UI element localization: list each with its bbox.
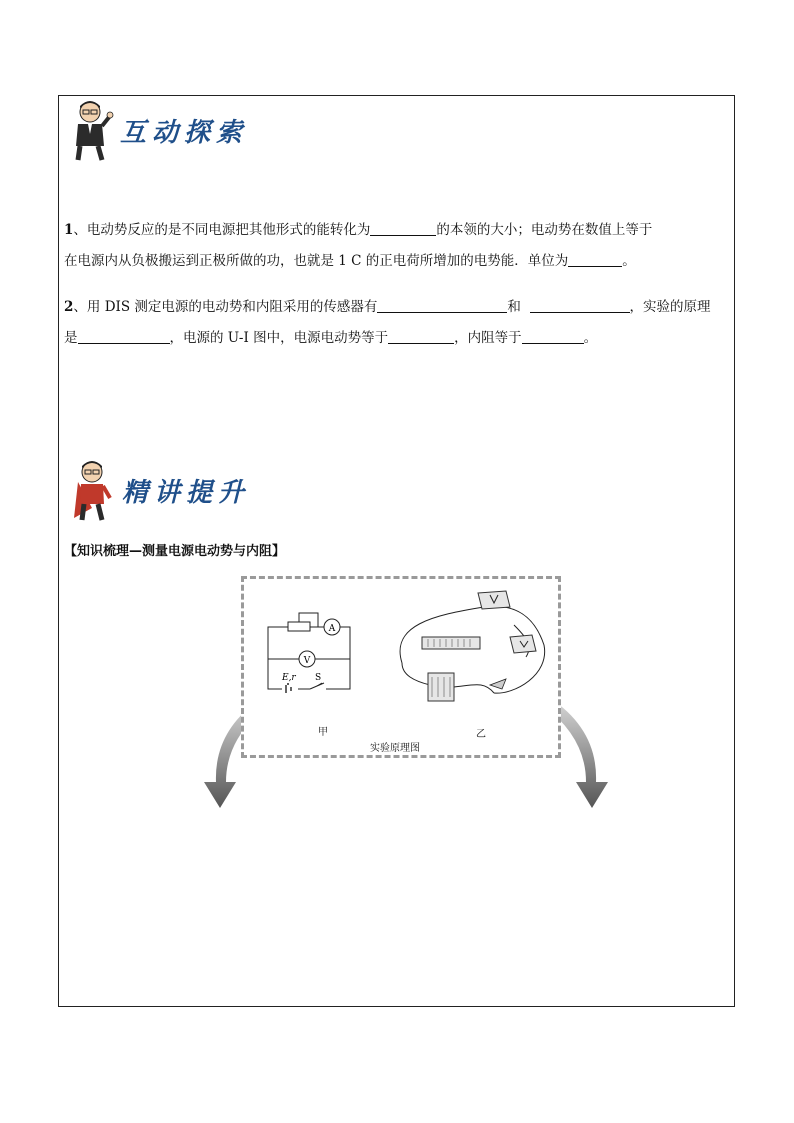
figure-caption: 实验原理图: [370, 743, 420, 754]
q1-text-1: 电动势反应的是不同电源把其他形式的能转化为: [86, 222, 371, 238]
q2-text-4: 是: [64, 330, 78, 346]
ammeter-label: A: [328, 624, 336, 634]
question-number: 1: [64, 222, 74, 238]
separator: 、: [73, 222, 87, 238]
separator: 、: [73, 299, 87, 315]
q2-text-5: ，电源的 U-I 图中，电源电动势等于: [169, 330, 389, 346]
q2-text-3: ，实验的原理: [629, 299, 711, 315]
switch-label: S: [315, 673, 322, 683]
question-number: 2: [64, 299, 74, 315]
knowledge-heading: 【知识梳理—测量电源电动势与内阻】: [64, 544, 286, 559]
q1-text-4: 。: [622, 253, 636, 269]
answer-blank[interactable]: [377, 298, 507, 313]
answer-blank[interactable]: [568, 252, 622, 267]
question-2: [64, 292, 732, 354]
source-label: E,r: [282, 673, 296, 683]
q2-text-6: ，内阻等于: [454, 330, 522, 346]
voltmeter-label: V: [303, 656, 311, 666]
q1-text-2: 的本领的大小；电动势在数值上等于: [436, 222, 653, 238]
section-title: 互动探索: [120, 117, 249, 148]
question-1: [64, 215, 732, 277]
answer-blank[interactable]: [370, 221, 436, 236]
experiment-figure: [241, 576, 561, 758]
section-title: 精讲提升: [122, 477, 251, 508]
answer-blank[interactable]: [530, 298, 630, 313]
q1-text-3: 在电源内从负极搬运到正极所做的功，也就是 1 C 的正电荷所增加的电势能．单位为: [64, 253, 569, 269]
q2-text-2: 和: [507, 299, 521, 315]
apparatus-drawing: [394, 585, 554, 715]
answer-blank[interactable]: [388, 329, 454, 344]
label-yi: 乙: [476, 729, 486, 740]
answer-blank[interactable]: [78, 329, 170, 344]
q2-text-7: 。: [583, 330, 598, 346]
label-jia: 甲: [318, 727, 328, 738]
circuit-diagram: [262, 605, 362, 695]
section-header-interactive-explore: [70, 98, 248, 162]
answer-blank[interactable]: [522, 329, 584, 344]
q2-text-1: 用 DIS 测定电源的电动势和内阻采用的传感器有: [86, 299, 378, 315]
superhero-teacher-icon: [72, 458, 116, 522]
teacher-avatar-icon: [70, 98, 114, 162]
section-header-lecture: [72, 458, 250, 522]
